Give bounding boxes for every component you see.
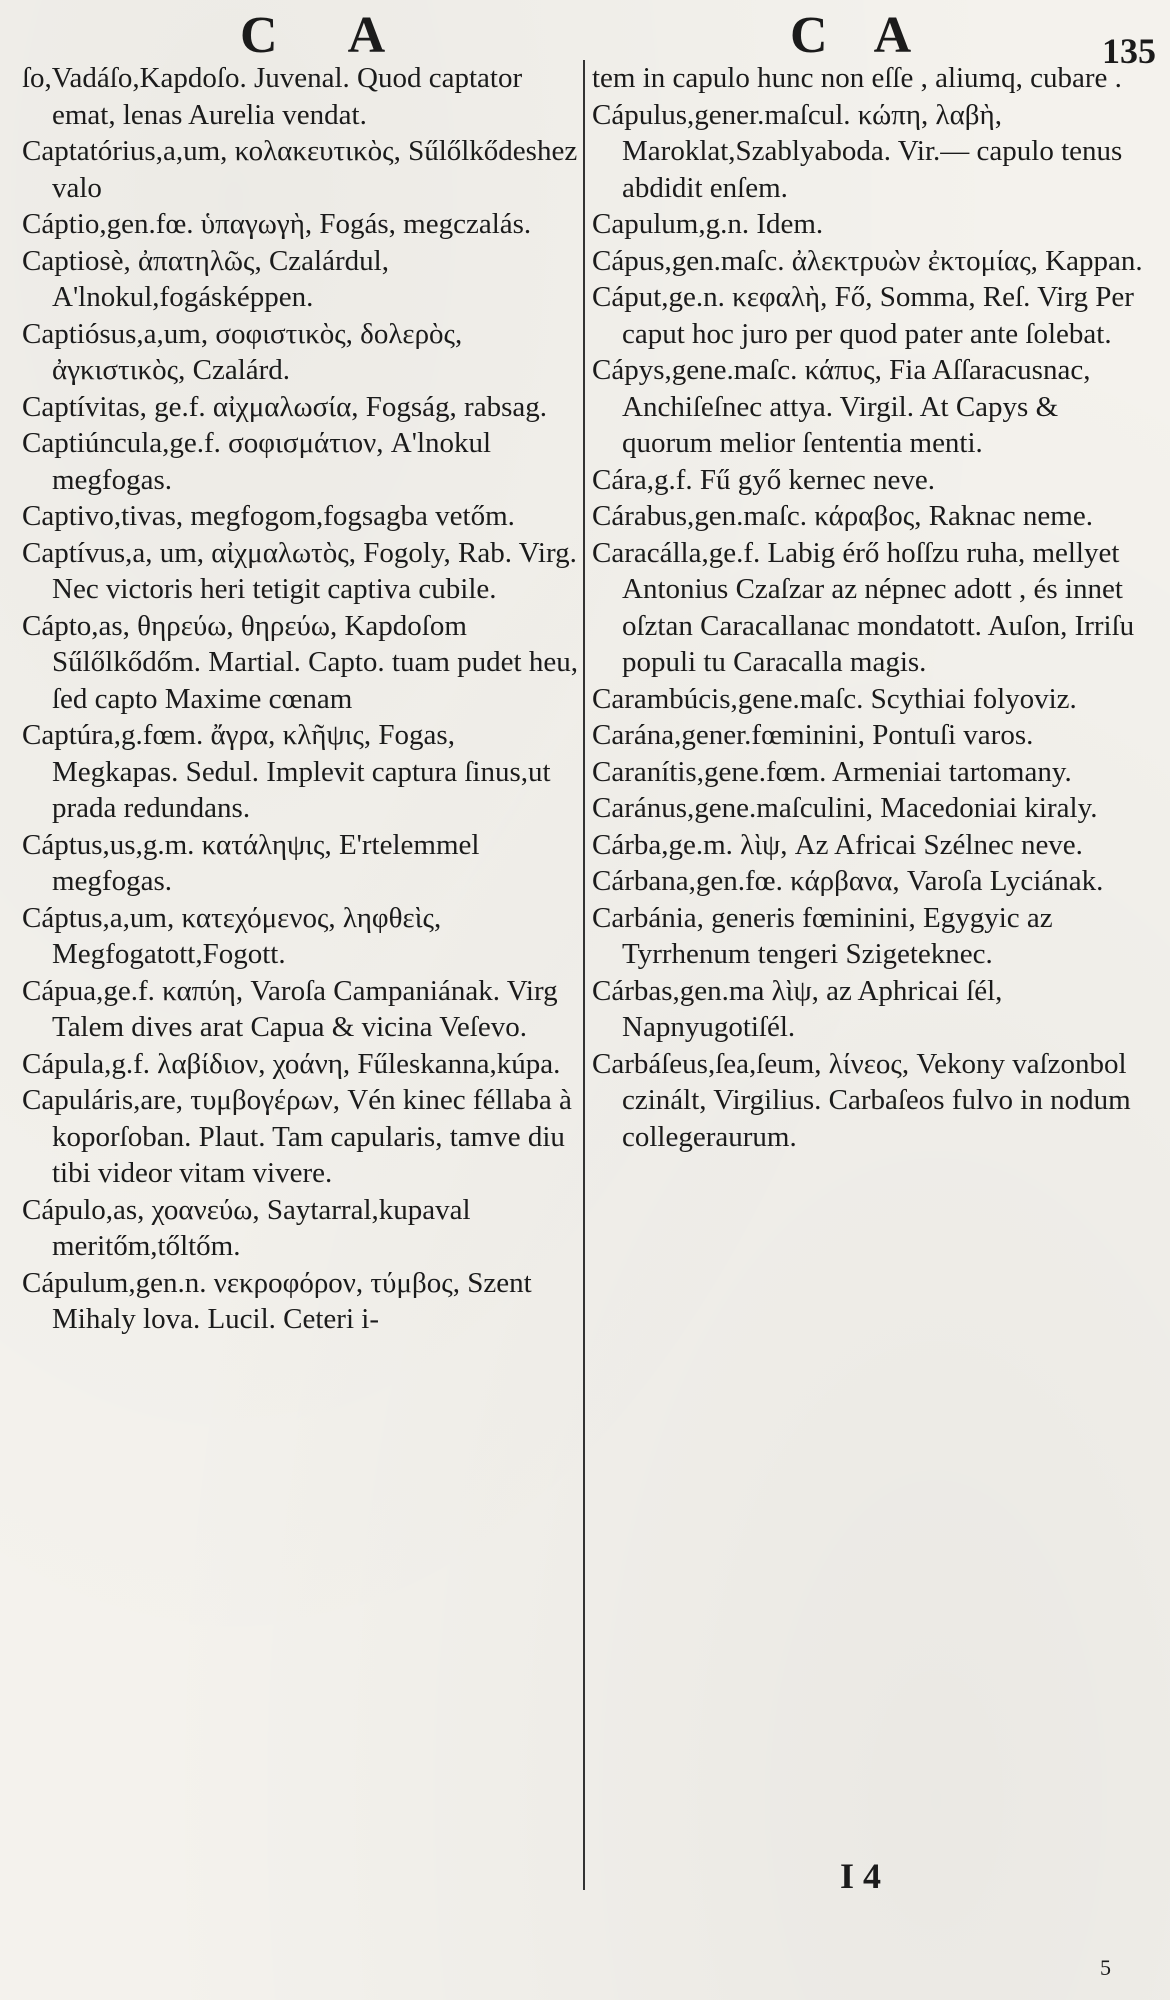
stray-mark: 5 [1100,1955,1111,1980]
dictionary-entry: Cárbana,gen.fœ. κάρβανα, Varoſa Lyciának. [592,865,1104,897]
dictionary-entry: Capulum,g.n. Idem. [592,208,824,240]
dictionary-entry: Cárabus,gen.maſc. κάραβος, Raknac neme. [592,500,1093,532]
dictionary-entry: Carambúcis,gene.maſc. Scythiai folyoviz. [592,682,1077,715]
dictionary-entry: Cáput,ge.n. κεφαλὴ, Fő, Somma, Reſ. Virg Per caput hoc juro per quod pater ante ſolebat. [592,281,1134,350]
column-divider [583,60,585,1890]
dictionary-entry: Captúra,g.fœm. ἄγρα, κλῆψις, Fogas, Megkapas. Sedul. Implevit captura ſinus,ut prada redundans. [22,719,551,824]
dictionary-entry: Cápto,as, θηρεύω, θηρεύω, Kapdoſom Sűlőlkődőm. Martial. Capto. tuam pudet heu, ſed capto Maxime cœnam [22,609,578,715]
page-number: 135 [1102,31,1156,71]
dictionary-entry: Captívitas, ge.f. αἰχμαλωσία, Fogság, rabsag. [22,390,547,423]
dictionary-entry: Cápula,g.f. λαβίδιον, χοάνη, Fűleskanna,kúpa. [22,1047,561,1080]
dictionary-entry: Cápulus,gener.maſcul. κώπη, λαβὴ, Maroklat,Szablyaboda. Vir.— capulo tenus abdidit enſem. [592,98,1123,204]
dictionary-entry: Cápulo,as, χοανεύω, Saytarral,kupaval meritőm,tőltőm. [22,1193,471,1262]
dictionary-entry: ſo,Vadáſo,Kapdoſo. Juvenal. Quod captator emat, lenas Aurelia vendat. [22,62,523,131]
dictionary-entry: Carbánia, generis fœminini, Egygyic az Tyrrhenum tengeri Szigeteknec. [592,901,1053,970]
left-column [22,60,582,1338]
dictionary-entry: Captiosè, ἀπατηλῶς, Czalárdul, A'lnokul,fogásképpen. [22,244,389,313]
dictionary-entry: Cárba,ge.m. λὶψ, Az Africai Szélnec neve. [592,828,1083,861]
dictionary-entry: Captivo,tivas, megfogom,fogsagba vetőm. [22,500,515,532]
dictionary-entry: Cápua,ge.f. καπύη, Varoſa Campaniának. Virg Talem dives arat Capua & vicina Veſevo. [22,974,558,1043]
signature-mark: I 4 [840,1856,882,1896]
dictionary-entry: Cáptus,a,um, κατεχόμενος, ληφθεὶς, Megfogatott,Fogott. [22,901,442,970]
dictionary-entry: Capuláris,are, τυμβογέρων, Vén kinec féllaba à koporſoban. Plaut. Tam capularis, tamve diu tibi videor vitam vivere. [22,1084,572,1189]
right-column [592,60,1152,1155]
page-header [0,6,1170,71]
dictionary-entry: Cáptio,gen.fœ. ὑπαγωγὴ, Fogás, megczalás. [22,208,532,240]
dictionary-entry: Captiósus,a,um, σοφιστικὸς, δολερὸς, ἀγκιστικὸς, Czalárd. [22,317,463,386]
dictionary-entry: Carbáſeus,ſea,ſeum, λίνεος, Vekony vaſzonbol czinált, Virgilius. Carbaſeos fulvo in nodum collegeraurum. [592,1047,1131,1153]
dictionary-entry: Caracálla,ge.f. Labig érő hoſſzu ruha, mellyet Antonius Czaſzar az népnec adott , és innet oſztan Caracallanac mondatott. Auſon, Irriſu populi tu Caracalla magis. [592,536,1135,678]
dictionary-entry: Caranítis,gene.fœm. Armeniai tartomany. [592,755,1072,788]
dictionary-entry: Carána,gener.fœminini, Pontuſi varos. [592,719,1034,751]
dictionary-entry: Captiúncula,ge.f. σοφισμάτιον, A'lnokul megfogas. [22,427,492,496]
dictionary-entry: Caránus,gene.maſculini, Macedoniai kiraly. [592,792,1098,824]
running-head-right: C A [790,7,930,64]
dictionary-entry: Captívus,a, um, αἰχμαλωτὸς, Fogoly, Rab. Virg. Nec victoris heri tetigit captiva cubile. [22,536,577,605]
dictionary-entry: Cápys,gene.maſc. κάπυς, Fia Aſſaracusnac, Anchiſeſnec attya. Virgil. At Capys & quorum melior ſententia menti. [592,354,1091,459]
running-head-left: C A [240,7,416,64]
dictionary-entry: Cáptus,us,g.m. κατάληψις, E'rtelemmel megfogas. [22,828,480,897]
dictionary-entry: tem in capulo hunc non eſſe , aliumq, cubare . [592,62,1122,94]
dictionary-entry: Cárbas,gen.ma λὶψ, az Aphricai ſél, Napnyugotiſél. [592,974,1003,1043]
dictionary-entry: Cápulum,gen.n. νεκροφόρον, τύμβος, Szent Mihaly lova. Lucil. Ceteri i- [22,1266,532,1335]
dictionary-entry: Captatórius,a,um, κολακευτικὸς, Sűlőlkődeshez valo [22,135,578,204]
dictionary-entry: Cápus,gen.maſc. ἀλεκτρυὼν ἐκτομίας, Kappan. [592,244,1143,277]
dictionary-entry: Cára,g.f. Fű győ kernec neve. [592,463,936,496]
